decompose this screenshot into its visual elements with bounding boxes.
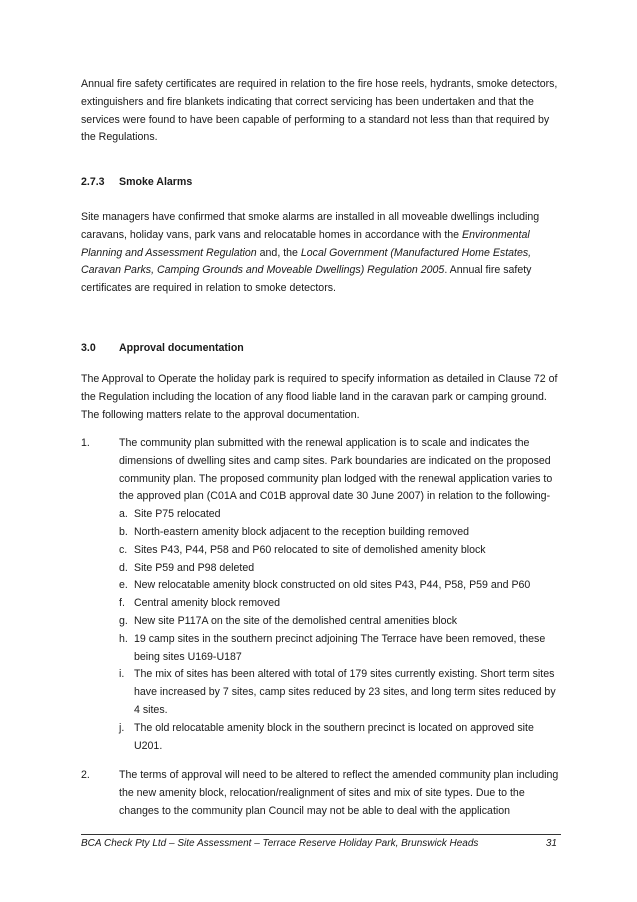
- text-run: and, the: [256, 246, 301, 259]
- item-number: 2.: [81, 769, 90, 781]
- subitem: [119, 577, 561, 595]
- list-item-1: [81, 435, 561, 755]
- footer-divider: [81, 834, 561, 835]
- smoke-alarms-paragraph: [81, 209, 561, 298]
- subitem-text: 19 camp sites in the southern precinct adjoining The Terrace have been removed, these being sites U169-U187: [134, 632, 546, 663]
- subitem: [119, 524, 561, 542]
- section-title: Approval documentation: [119, 342, 244, 354]
- subitem-letter: e.: [119, 579, 128, 592]
- subitem: [119, 542, 561, 560]
- subitem-letter: a.: [119, 508, 128, 521]
- section-title: Smoke Alarms: [119, 176, 193, 188]
- subitem-letter: h.: [119, 632, 128, 645]
- approval-paragraph: The Approval to Operate the holiday park is required to specify information as detailed in Clause 72 of the Regulation including the location of any flood liable land in the caravan park or camping ground. The following matters relate to the approval documentation.: [81, 373, 558, 421]
- subitem-text: New relocatable amenity block constructed on old sites P43, P44, P58, P59 and P60: [134, 579, 531, 592]
- section-number: 3.0: [81, 342, 96, 354]
- regulation-title: Local Government (Manufactured Home Estates, Caravan Parks, Camping Grounds and Moveable Dwellings) Regulation 2005: [81, 246, 532, 277]
- text-run: . Annual fire safety certificates are required in relation to smoke detectors.: [81, 264, 532, 295]
- subitem: [119, 720, 561, 756]
- item-number: 1.: [81, 437, 90, 449]
- regulation-title: Environmental Planning and Assessment Regulation: [81, 228, 530, 259]
- subitem-text: Site P75 relocated: [134, 508, 221, 521]
- subitem-letter: j.: [119, 721, 125, 734]
- subitem-list: [119, 506, 561, 755]
- page-number: 31: [545, 838, 557, 849]
- subitem: [119, 595, 561, 613]
- item-text: The terms of approval will need to be altered to reflect the amended community plan including the new amenity block, relocation/realignment of sites and mix of site types. Due to the changes to the community plan Council may not be able to deal with the application: [119, 769, 559, 817]
- subitem-letter: d.: [119, 561, 128, 574]
- subitem-text: Sites P43, P44, P58 and P60 relocated to site of demolished amenity block: [134, 543, 486, 556]
- subitem: [119, 560, 561, 578]
- subitem-text: North-eastern amenity block adjacent to the reception building removed: [134, 525, 470, 538]
- subitem: [119, 666, 561, 719]
- item-text: The community plan submitted with the renewal application is to scale and indicates the dimensions of dwelling sites and camp sites. Park boundaries are indicated on the proposed community plan. The proposed community plan lodged with the renewal application varies to the approved plan (C01A and C01B approval date 30 June 2007) in relation to the following-: [119, 437, 553, 503]
- subitem-letter: i.: [119, 668, 125, 681]
- subitem-text: The old relocatable amenity block in the southern precinct is located on approved site U201.: [134, 721, 534, 752]
- subitem: [119, 631, 561, 667]
- page-footer: [81, 838, 561, 849]
- subitem-text: New site P117A on the site of the demolished central amenities block: [134, 614, 458, 627]
- footer-text: BCA Check Pty Ltd – Site Assessment – Terrace Reserve Holiday Park, Brunswick Heads: [81, 838, 479, 849]
- subitem-letter: g.: [119, 614, 128, 627]
- list-item-2: [81, 767, 561, 820]
- section-heading-2-7-3: [81, 176, 192, 188]
- subitem: [119, 506, 561, 524]
- subitem-letter: f.: [119, 597, 125, 610]
- subitem-letter: c.: [119, 543, 128, 556]
- subitem: [119, 613, 561, 631]
- intro-paragraph: Annual fire safety certificates are required in relation to the fire hose reels, hydrants, smoke detectors, extinguishers and fire blankets indicating that correct servicing has been undertaken and that the services were found to have been capable of performing to a standard not less than that required by the Regulations.: [81, 78, 558, 144]
- item-body: [119, 435, 561, 755]
- subitem-text: The mix of sites has been altered with total of 179 sites currently existing. Short term sites have increased by 7 sites, camp sites reduced by 23 sites, and long term sites reduced by 4 sites.: [134, 668, 556, 716]
- text-run: Site managers have confirmed that smoke alarms are installed in all moveable dwellings including caravans, holiday vans, park vans and relocatable homes in accordance with the: [81, 211, 540, 241]
- subitem-text: Site P59 and P98 deleted: [134, 561, 255, 574]
- subitem-letter: b.: [119, 525, 128, 538]
- section-heading-3-0: [81, 342, 244, 354]
- section-number: 2.7.3: [81, 176, 105, 188]
- subitem-text: Central amenity block removed: [134, 597, 281, 610]
